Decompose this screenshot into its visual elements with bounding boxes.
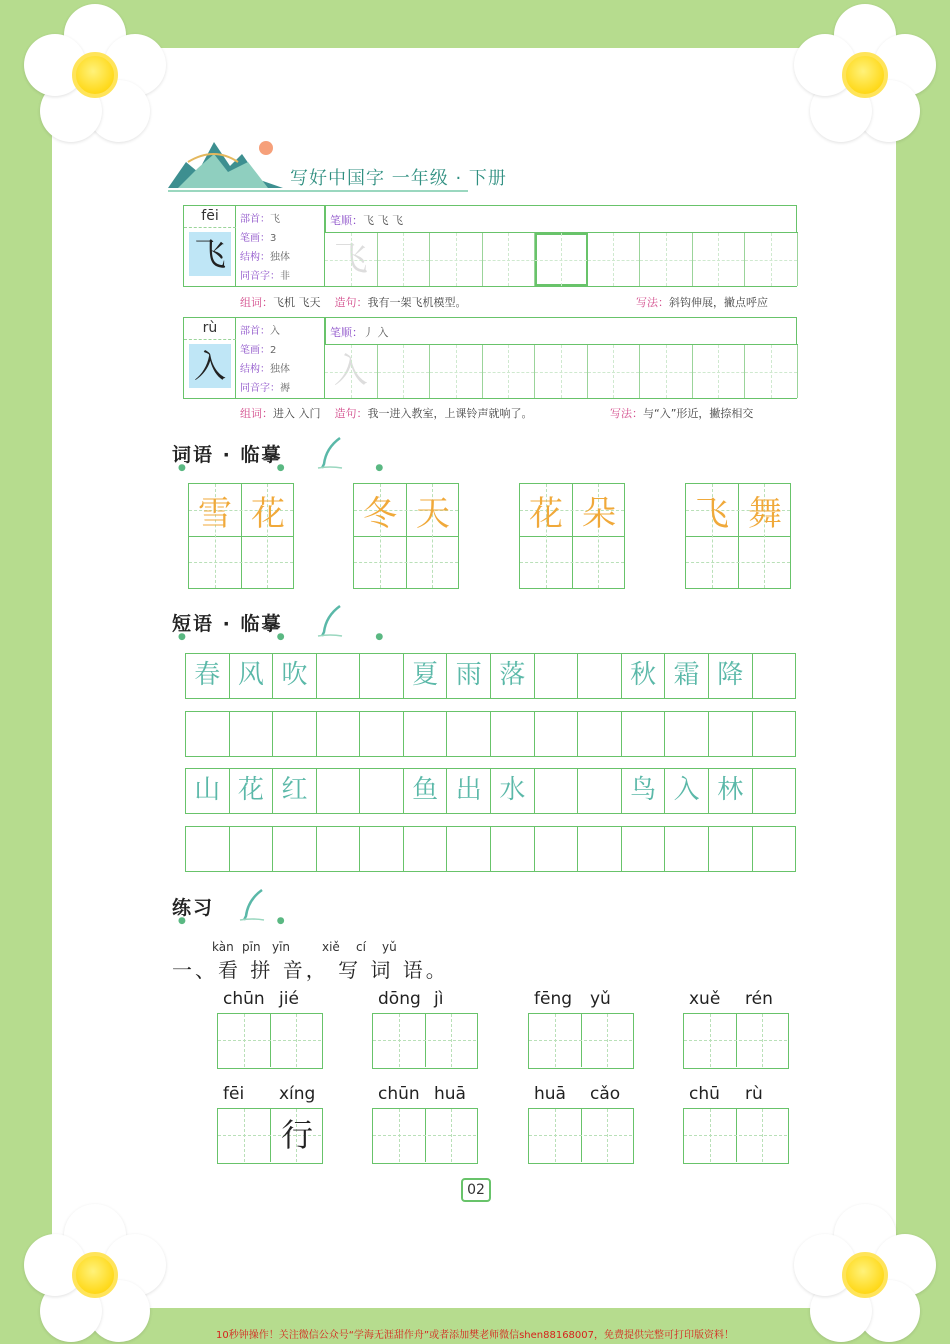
phrase-cell[interactable] [622,827,666,871]
pinyin-label: rù [745,1084,763,1104]
dots-decor: ● ● ● [178,632,428,642]
phrase-cell[interactable]: 鱼 [404,769,448,813]
phrase-cell[interactable] [535,654,579,698]
phrase-cell[interactable]: 水 [491,769,535,813]
word-char: 雪 [198,494,232,534]
phrase-cell[interactable] [317,654,361,698]
char-info: 部首：飞 笔画：3 结构：独体 同音字：非 [240,214,290,282]
phrase-cell[interactable]: 出 [447,769,491,813]
word-char: 冬 [363,494,397,534]
phrase-cell[interactable]: 风 [230,654,274,698]
trace-grid[interactable]: 飞 [325,233,798,286]
stroke-order: 笔顺：丿 入 [330,326,389,339]
answer-char: 行 [280,1116,313,1154]
section-title-phrases: 短语 · 临摹 [172,613,283,635]
phrase-cell[interactable] [230,712,274,756]
char-big: 飞 [189,232,231,276]
phrase-cell[interactable]: 雨 [447,654,491,698]
phrase-cell[interactable] [317,712,361,756]
flower-bottom-right [790,1200,940,1344]
phrase-cell[interactable]: 鸟 [622,769,666,813]
word-grid[interactable] [519,483,625,589]
question-pinyin: pīn [242,940,261,954]
phrase-cell[interactable] [491,712,535,756]
answer-char [426,1109,478,1162]
char-info: 部首：入 笔画：2 结构：独体 同音字：褥 [240,326,290,394]
pinyin-label: yǔ [590,989,611,1009]
char-card-ru [183,317,797,399]
phrase-row[interactable] [185,826,796,872]
answer-char [582,1014,634,1067]
phrase-cell[interactable] [753,712,796,756]
dots-decor: ● ● [178,916,329,926]
page-number: 02 [461,1178,491,1202]
pinyin-label: jié [279,989,299,1009]
phrase-cell[interactable] [360,712,404,756]
phrase-cell[interactable] [709,827,753,871]
flower-top-left [20,0,170,150]
phrase-cell[interactable] [186,827,230,871]
phrase-cell[interactable] [360,654,404,698]
pinyin-label: dōng [378,989,421,1009]
word-grid[interactable] [188,483,294,589]
flower-top-right [790,0,940,150]
answer-grid[interactable] [372,1108,478,1164]
char-pinyin: fēi [184,208,236,228]
dots-decor: ● ● ● [178,463,428,473]
phrase-cell[interactable]: 秋 [622,654,666,698]
phrase-cell[interactable]: 山 [186,769,230,813]
phrase-cell[interactable]: 夏 [404,654,448,698]
phrase-cell[interactable] [317,827,361,871]
word-grid[interactable] [685,483,791,589]
char-pinyin: rù [184,320,236,340]
quill-icon [238,888,268,922]
phrase-cell[interactable] [753,769,796,813]
phrase-cell[interactable] [665,712,709,756]
question-pinyin: kàn [212,940,234,954]
phrase-cell[interactable]: 霜 [665,654,709,698]
phrase-cell[interactable]: 春 [186,654,230,698]
phrase-cell[interactable] [491,827,535,871]
mountain-logo-icon [168,132,283,190]
phrase-cell[interactable] [273,712,317,756]
phrase-cell[interactable] [535,769,579,813]
answer-grid[interactable] [528,1013,634,1069]
phrase-cell[interactable] [535,827,579,871]
phrase-cell[interactable]: 林 [709,769,753,813]
char-box [184,318,236,398]
answer-char [426,1014,478,1067]
pinyin-label: xíng [279,1084,316,1104]
answer-grid[interactable] [528,1108,634,1164]
pinyin-label: rén [745,989,773,1009]
header-underline [168,190,468,192]
answer-char [737,1109,789,1162]
flower-bottom-left [20,1200,170,1344]
char-big: 入 [189,344,231,388]
question-pinyin: xiě [322,940,340,954]
phrase-cell[interactable] [535,712,579,756]
word-char: 舞 [748,494,782,534]
question-pinyin: yǔ [382,940,397,954]
phrase-cell[interactable] [578,654,622,698]
phrase-row[interactable] [185,653,796,699]
phrase-cell[interactable]: 花 [230,769,274,813]
phrase-cell[interactable]: 吹 [273,654,317,698]
pinyin-label: huā [434,1084,466,1104]
pinyin-label: jì [434,989,444,1009]
answer-grid[interactable] [683,1013,789,1069]
question-1: 一、看 拼 音， 写 词 语。 [172,958,449,982]
answer-grid[interactable] [683,1108,789,1164]
answer-char [271,1014,323,1067]
phrase-cell[interactable] [447,712,491,756]
word-char: 天 [416,494,450,534]
phrase-row[interactable] [185,768,796,814]
pinyin-label: chūn [378,1084,420,1104]
card-meta-fei: 组词：飞机 飞天 造句：我有一架飞机模型。 写法：斜钩伸展，撇点呼应 [240,296,768,309]
trace-grid[interactable]: 入 [325,345,798,398]
pinyin-label: huā [534,1084,566,1104]
word-char: 飞 [695,494,729,534]
question-pinyin: yīn [272,940,291,954]
phrase-cell[interactable] [622,712,666,756]
phrase-cell[interactable] [360,827,404,871]
word-char: 朵 [582,494,616,534]
phrase-cell[interactable] [447,827,491,871]
word-grid[interactable] [353,483,459,589]
char-card-fei [183,205,797,287]
answer-char [737,1014,789,1067]
phrase-row[interactable] [185,711,796,757]
section-title-practice: 练习 [172,897,215,919]
phrase-cell[interactable] [404,827,448,871]
question-pinyin: cí [356,940,366,954]
phrase-cell[interactable]: 红 [273,769,317,813]
phrase-cell[interactable] [578,769,622,813]
phrase-cell[interactable]: 落 [491,654,535,698]
phrase-cell[interactable] [404,712,448,756]
phrase-cell[interactable] [578,712,622,756]
phrase-cell[interactable] [578,827,622,871]
phrase-cell[interactable] [753,654,796,698]
quill-icon [316,604,346,638]
phrase-cell[interactable] [753,827,796,871]
phrase-cell[interactable] [709,712,753,756]
word-char: 花 [529,494,563,534]
answer-grid[interactable] [217,1108,323,1164]
stroke-order: 笔顺：飞 飞 飞 [330,214,403,227]
pinyin-label: fēi [223,1084,245,1104]
section-title-words: 词语 · 临摹 [172,444,283,466]
phrase-cell[interactable]: 入 [665,769,709,813]
pinyin-label: xuě [689,989,721,1009]
pinyin-label: cǎo [590,1084,621,1104]
phrase-cell[interactable] [273,827,317,871]
footer-note: 10秒钟操作！关注微信公众号“学海无涯甜作舟”或者添加樊老师微信shen88168007，免费提供完整可打印版资料！ [215,1330,735,1341]
char-box [184,206,236,286]
phrase-cell[interactable] [665,827,709,871]
phrase-cell[interactable] [186,712,230,756]
pinyin-label: fēng [534,989,573,1009]
quill-icon [316,436,346,470]
pinyin-label: chūn [223,989,265,1009]
header-title: 写好中国字 一年级 · 下册 [290,168,507,189]
word-char: 花 [251,494,285,534]
phrase-cell[interactable] [317,769,361,813]
card-meta-ru: 组词：进入 入门 造句：我一进入教室，上课铃声就响了。 写法：与“入”形近，撇捺相交 [240,407,754,420]
answer-grid[interactable] [372,1013,478,1069]
pinyin-label: chū [689,1084,720,1104]
phrase-cell[interactable] [230,827,274,871]
phrase-cell[interactable]: 降 [709,654,753,698]
answer-char [582,1109,634,1162]
answer-grid[interactable] [217,1013,323,1069]
phrase-cell[interactable] [360,769,404,813]
